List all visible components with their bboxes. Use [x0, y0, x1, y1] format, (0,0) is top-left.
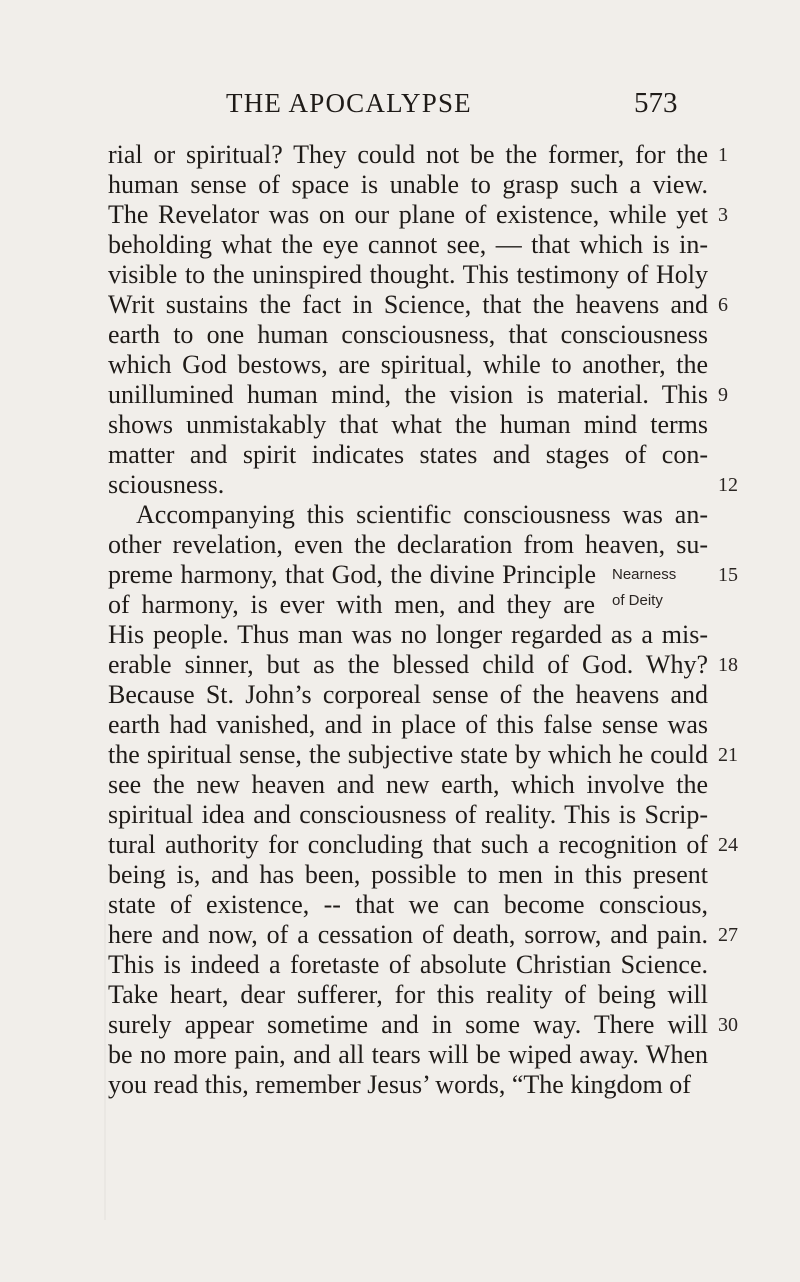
line-number: 1 [718, 144, 728, 166]
page-number: 573 [634, 87, 678, 119]
text-line: see the new heaven and new earth, which involve the [108, 770, 708, 799]
text-line: rial or spiritual? They could not be the former, for the [108, 140, 708, 169]
text-line: This is indeed a foretaste of absolute Christian Science. [108, 950, 708, 979]
line-number: 18 [718, 654, 738, 676]
line-number: 6 [718, 294, 728, 316]
text-line: state of existence, -- that we can become conscious, [108, 890, 708, 919]
text-line: of harmony, is ever with men, and they are [108, 590, 595, 619]
line-number: 3 [718, 204, 728, 226]
text-line: tural authority for concluding that such a recognition of [108, 830, 708, 859]
text-line: preme harmony, that God, the divine Principle [108, 560, 596, 589]
text-line: here and now, of a cessation of death, sorrow, and pain. [108, 920, 708, 949]
text-line: Accompanying this scientific consciousness was an- [136, 500, 708, 529]
text-line: spiritual idea and consciousness of reality. This is Scrip- [108, 800, 708, 829]
line-number: 12 [718, 474, 738, 496]
text-line: sciousness. [108, 470, 225, 499]
text-line: beholding what the eye cannot see, — that which is in- [108, 230, 708, 259]
text-line: erable sinner, but as the blessed child of God. Why? [108, 650, 708, 679]
text-line: earth to one human consciousness, that consciousness [108, 320, 708, 349]
text-line: Because St. John’s corporeal sense of the heavens and [108, 680, 708, 709]
line-number: 24 [718, 834, 738, 856]
line-number: 27 [718, 924, 738, 946]
text-line: shows unmistakably that what the human mind terms [108, 410, 708, 439]
page-texture [104, 900, 106, 1220]
text-line: The Revelator was on our plane of existence, while yet [108, 200, 708, 229]
text-line: earth had vanished, and in place of this false sense was [108, 710, 708, 739]
text-line: other revelation, even the declaration from heaven, su- [108, 530, 708, 559]
text-line: which God bestows, are spiritual, while to another, the [108, 350, 708, 379]
line-number: 21 [718, 744, 738, 766]
text-line: human sense of space is unable to grasp such a view. [108, 170, 708, 199]
text-line: being is, and has been, possible to men in this present [108, 860, 708, 889]
line-number: 9 [718, 384, 728, 406]
text-line: visible to the uninspired thought. This testimony of Holy [108, 260, 708, 289]
text-line: His people. Thus man was no longer regarded as a mis- [108, 620, 708, 649]
marginal-note-line-2: of Deity [612, 592, 663, 609]
text-line: surely appear sometime and in some way. There will [108, 1010, 708, 1039]
text-line: unillumined human mind, the vision is material. This [108, 380, 708, 409]
text-line: Writ sustains the fact in Science, that the heavens and [108, 290, 708, 319]
page-header [0, 86, 800, 126]
text-line: matter and spirit indicates states and stages of con- [108, 440, 708, 469]
line-number: 30 [718, 1014, 738, 1036]
text-line: be no more pain, and all tears will be wiped away. When [108, 1040, 708, 1069]
text-line: Take heart, dear sufferer, for this reality of being will [108, 980, 708, 1009]
line-number: 15 [718, 564, 738, 586]
text-line: you read this, remember Jesus’ words, “The kingdom of [108, 1070, 691, 1099]
marginal-note-line-1: Nearness [612, 566, 677, 583]
text-line: the spiritual sense, the subjective state by which he could [108, 740, 708, 769]
running-head: THE APOCALYPSE [226, 88, 472, 118]
